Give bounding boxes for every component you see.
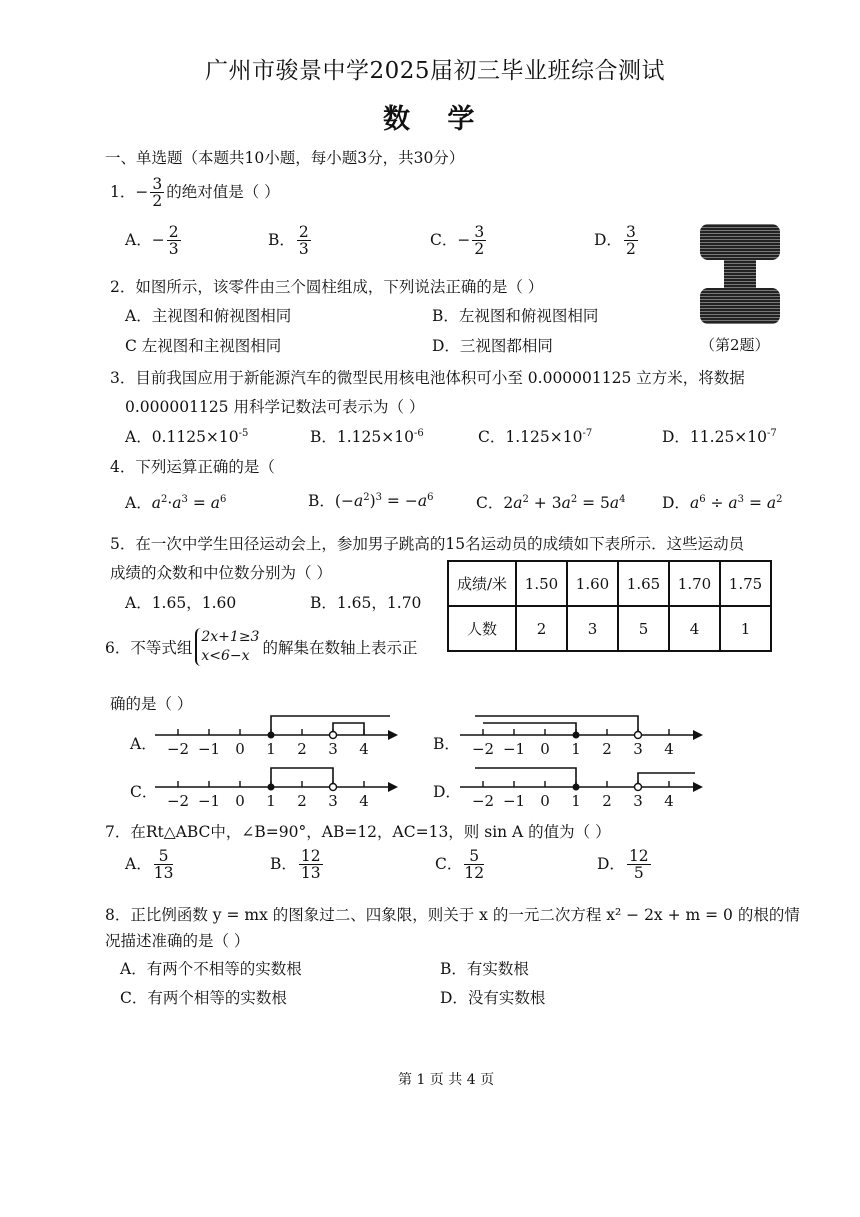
score-table	[447, 560, 772, 652]
number-line-a	[150, 712, 400, 756]
tick-label: −2	[166, 740, 190, 756]
fraction: $\frac{3}{2}$	[152, 175, 163, 211]
question-1: 1．− $\frac{3}{2}$ 的绝对值是（ ）	[110, 175, 280, 211]
inequality-system: 2x+1≥3 x<6−x	[195, 628, 259, 666]
q3-option-a: A．$0.1125\times 10^{-5}$	[125, 427, 249, 446]
tick-label: 1	[571, 740, 581, 756]
number-line-b	[455, 712, 705, 756]
q1-option-a: A．− $\frac{2}{3}$	[125, 223, 179, 259]
question-3-line2: 0.000001125 用科学记数法可表示为（ ）	[125, 398, 425, 416]
q4-option-b: B．$(-a^2)^3 = -a^6$	[308, 491, 434, 510]
question-2: 2．如图所示，该零件由三个圆柱组成，下列说法正确的是（ ）	[110, 278, 544, 296]
subject-title: 数 学	[383, 104, 489, 135]
table-cell: 1	[720, 606, 771, 651]
table-cell: 1.60	[567, 561, 618, 606]
table-cell: 5	[618, 606, 669, 651]
q6-option-d: D．	[433, 783, 461, 801]
tick-label: −1	[197, 740, 221, 756]
q8-option-a: A．有两个不相等的实数根	[120, 960, 302, 978]
tick-label: 4	[664, 792, 674, 808]
table-cell: 4	[669, 606, 720, 651]
section-heading: 一、单选题（本题共10小题，每小题3分，共30分）	[105, 149, 465, 167]
tick-label: 3	[328, 792, 338, 808]
tick-label: −2	[471, 740, 495, 756]
tick-label: 2	[297, 740, 307, 756]
tick-label: 3	[633, 740, 643, 756]
q3-option-c: C．$1.125\times 10^{-7}$	[478, 427, 593, 446]
tick-label: 0	[235, 740, 245, 756]
table-header-cell: 成绩/米	[448, 561, 516, 606]
q2-option-b: B．左视图和俯视图相同	[432, 307, 599, 325]
number-line-c	[150, 762, 400, 808]
table-cell: 1.65	[618, 561, 669, 606]
tick-label: −2	[166, 792, 190, 808]
q4-option-c: C．$2a^2 + 3a^2 = 5a^4$	[476, 493, 626, 512]
question-4: 4．下列运算正确的是（	[110, 458, 275, 476]
q4-option-d: D．$a^6 \div a^3 = a^2$	[662, 493, 783, 512]
q7-option-d: D． $\frac{12}{5}$	[597, 847, 649, 883]
tick-label: −1	[197, 792, 221, 808]
tick-label: −1	[502, 792, 526, 808]
q1-option-d: D． $\frac{3}{2}$	[594, 223, 636, 259]
q3-option-d: D．$11.25\times 10^{-7}$	[662, 427, 777, 446]
tick-label: −1	[502, 740, 526, 756]
q8-option-b: B．有实数根	[440, 960, 529, 978]
exam-title: 广州市骏景中学2025届初三毕业班综合测试	[205, 58, 666, 84]
q8-option-d: D．没有实数根	[440, 989, 546, 1007]
table-cell: 3	[567, 606, 618, 651]
q2-option-d: D．三视图都相同	[432, 337, 553, 355]
tick-label: 0	[540, 792, 550, 808]
tick-label: 3	[328, 740, 338, 756]
question-6-line2: 确的是（ ）	[110, 695, 193, 713]
question-3-line1: 3．目前我国应用于新能源汽车的微型民用核电池体积可小至 0.000001125 立方米，将数据	[110, 369, 745, 387]
tick-label: 0	[235, 792, 245, 808]
tick-label: 2	[297, 792, 307, 808]
q6-option-b: B．	[433, 735, 460, 753]
tick-label: 1	[266, 792, 276, 808]
table-row	[448, 606, 771, 651]
question-7: 7．在Rt△ABC中，∠B=90°，AB=12，AC=13，则 sin A 的值为（ ）	[105, 823, 611, 841]
q6-option-c: C．	[130, 783, 158, 801]
table-header-cell: 人数	[448, 606, 516, 651]
tick-label: 1	[266, 740, 276, 756]
q8-option-c: C．有两个相等的实数根	[120, 989, 287, 1007]
q2-option-c: C 左视图和主视图相同	[125, 337, 282, 355]
tick-label: 0	[540, 740, 550, 756]
table-cell: 1.75	[720, 561, 771, 606]
question-5-line1: 5．在一次中学生田径运动会上，参加男子跳高的15名运动员的成绩如下表所示．这些运动员	[110, 535, 745, 553]
q7-option-a: A． $\frac{5}{13}$	[125, 847, 174, 883]
tick-label: 2	[602, 740, 612, 756]
tick-label: 4	[359, 740, 369, 756]
q4-option-a: A．$a^2\cdot a^3 = a^6$	[125, 493, 227, 512]
q1-option-c: C．− $\frac{3}{2}$	[430, 223, 485, 259]
q7-option-c: C． $\frac{5}{12}$	[435, 847, 485, 883]
q5-option-b: B．1.65，1.70	[310, 594, 422, 612]
tick-label: 3	[633, 792, 643, 808]
tick-label: 4	[359, 792, 369, 808]
figure-caption: （第2题）	[700, 336, 770, 354]
q3-option-b: B．$1.125\times 10^{-6}$	[310, 427, 424, 446]
tick-label: 1	[571, 792, 581, 808]
question-8-line2: 况描述准确的是（ ）	[105, 932, 250, 950]
tick-label: 2	[602, 792, 612, 808]
tick-label: 4	[664, 740, 674, 756]
table-row	[448, 561, 771, 606]
cylinder-part-figure	[698, 222, 783, 330]
q1-option-b: B． $\frac{2}{3}$	[268, 223, 309, 259]
question-6: 6．不等式组 2x+1≥3 x<6−x 的解集在数轴上表示正	[105, 629, 418, 664]
q2-option-a: A．主视图和俯视图相同	[125, 307, 292, 325]
question-5-line2: 成绩的众数和中位数分别为（ ）	[110, 564, 332, 582]
table-cell: 2	[516, 606, 567, 651]
q5-option-a: A．1.65，1.60	[125, 594, 237, 612]
q6-option-a: A．	[130, 735, 157, 753]
page-footer: 第 1 页 共 4 页	[398, 1072, 495, 1088]
number-line-d	[455, 762, 705, 808]
question-8-line1: 8．正比例函数 y = mx 的图象过二、四象限，则关于 x 的一元二次方程 x² − 2x + m = 0 的根的情	[105, 906, 800, 924]
q7-option-b: B． $\frac{12}{13}$	[270, 847, 321, 883]
tick-label: −2	[471, 792, 495, 808]
table-cell: 1.70	[669, 561, 720, 606]
table-cell: 1.50	[516, 561, 567, 606]
